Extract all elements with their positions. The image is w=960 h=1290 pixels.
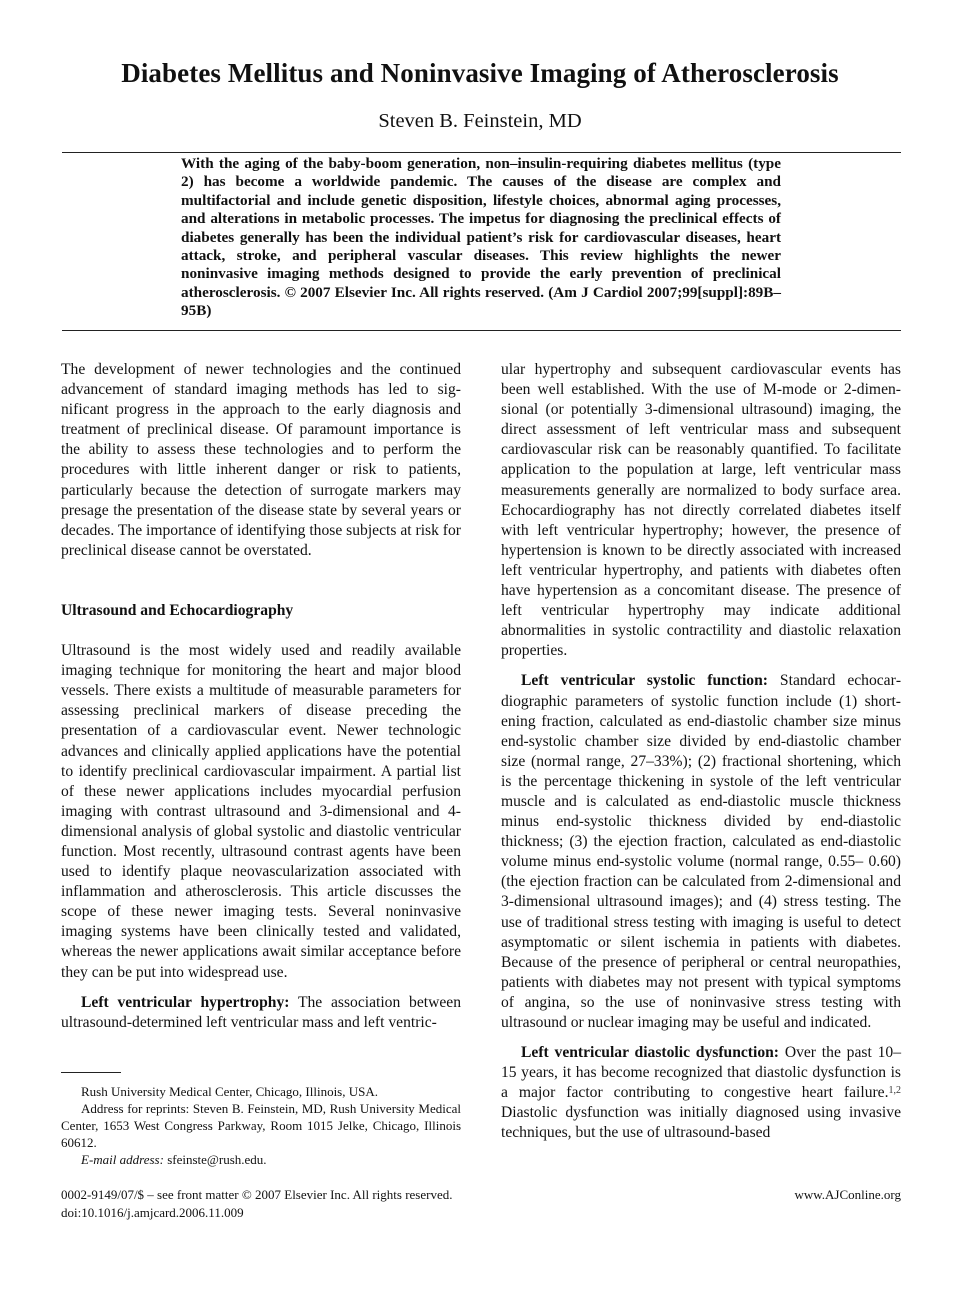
email-footnote [61,1151,461,1168]
citation-1-2[interactable]: 1,2 [888,1085,901,1097]
lvh-heading: Left ventricular hypertrophy: [81,993,290,1011]
email-label: E-mail address: [81,1152,164,1167]
systolic-text: Standard echocardiographic parameters of systolic function include (1) shortening fraction, calculated as end-diastolic chamber size minus end-systolic chamber size divided by end-diastolic chamber size (normal range, 27–33%); (2) fractional shortening, which is the percentage thickening in systole of the left ventricular muscle and is calculated as end-diastolic muscle thickness minus end-systolic thickness divided by end-diastolic thickness; (3) the ejection fraction, calculated as end-diastolic volume minus end-systolic volume (normal range, 0.55– 0.60) (the ejection fraction can be calculated from 2-dimensional and 3-dimensional ultrasound images); and (4) stress testing. The use of traditional stress testing with imaging is useful to detect asymptomatic or silent ischemia in patients with diabetes. Because of the presence of peripheral or central neuropathies, patients with diabetes may not present with typical symptoms of angina, so the use of noninvasive stress testing with ultrasound or nuclear imaging may be useful and indicated. [501,672,902,1031]
reprints-footnote: Address for reprints: Steven B. Feinstein, MD, Rush University Medical Center, 1653 West Congress Parkway, Room 1015 Jelke, Chicago, Illinois 60612. [61,1101,461,1150]
diastolic-paragraph [501,1043,901,1143]
ultrasound-paragraph: Ultrasound is the most widely used and readily available imaging technique for monitoring the heart and major blood vessels. There exists a multitude of measurable parameters for assessing preclinical markers of disease preceding the presentation of a cardiovascular event. Newer technologic advances and clinically applied applications have the potential to identify preclinical cardiovascular impairment. A partial list of these newer applications includes myocardial perfusion imaging with contrast ultrasound and 3-dimensional and 4-dimensional analysis of global systolic and diastolic ventricular function. Most recently, ultrasound contrast agents have been used to identify plaque neovascularization associated with inflammation and atherosclerosis. This article discusses the scope of these newer imaging tests. Several noninvasive imaging systems have been clinically tested and validated, whereas the newer applications await similar acceptance before they can be put into widespread use. [61,642,461,981]
author-name: Steven B. Feinstein, MD [378,110,582,132]
diastolic-text-b: Diastolic dysfunction was initially diagnosed using invasive techniques, but the use of ultrasound-based [501,1104,901,1142]
abstract-bottom-rule [62,330,901,331]
top-rule [62,152,901,153]
lvh-paragraph-continued: ular hypertrophy and subsequent cardiovascular events has been well established. With the use of M-mode or 2-dimensional (or potentially 3-dimensional ultrasound) imaging, the direct assessment of left ventricular mass and subsequent cardiovascular risk can be reasonably quantified. To facilitate application to the population at large, left ventricular mass measurements generally are normalized to body surface area. Echocardiography has not directly correlated diabetes itself with left ventricular hypertrophy; however, the presence of hypertension is known to be directly associated with increased left ventricular hypertrophy, and patients with diabetes often have hypertension as a concomitant disease. The presence of left ventricular hypertrophy may indicate additional abnormalities in systolic contractility and diastolic relaxation properties. [501,361,901,660]
footnotes [61,1083,461,1168]
intro-paragraph: The development of newer technologies and the continued advancement of standard imaging methods has led to significant progress in the approach to the early diagnosis and treatment of preclinical disease. Of paramount importance is the ability to assess these technologies and to perform the procedures with little inherent danger or risk to patients, particularly because the detection of surrogate markers may presage the presentation of the disease state by several years or decades. The importance of identifying those subjects at risk for preclinical disease cannot be overstated. [61,361,461,559]
systolic-heading: Left ventricular systolic function: [521,672,768,690]
diastolic-heading: Left ventricular diastolic dysfunction: [521,1044,779,1062]
left-column [61,360,461,1033]
article-title: Diabetes Mellitus and Noninvasive Imaging of Atherosclerosis [121,58,839,88]
issn-line: 0002-9149/07/$ – see front matter © 2007 Elsevier Inc. All rights reserved. [61,1187,453,1202]
email-address[interactable]: sfeinste@rush.edu. [163,1152,267,1167]
lvh-paragraph-start [61,993,461,1033]
section-heading: Ultrasound and Echocardiography [61,601,294,619]
journal-website[interactable]: www.AJConline.org [794,1187,901,1202]
abstract: With the aging of the baby-boom generation, non–insulin-requiring diabetes mellitus (type 2) has become a worldwide pandemic. The causes of the disease are complex and multifactorial and include genetic disposition, lifestyle choices, abnormal aging processes, and alterations in metabolic processes. The impetus for diagnosing the preclinical effects of diabetes generally has been the individual patient’s risk for cardiovascular diseases, heart attack, stroke, and peripheral vascular diseases. This review highlights the newer noninvasive imaging methods designed to provide the early prevention of preclinical atherosclerosis. © 2007 Elsevier Inc. All rights reserved. (Am J Cardiol 2007;99[suppl]:89B–95B) [181,155,781,320]
right-column [501,360,901,1144]
footnote-rule [61,1072,121,1073]
systolic-paragraph [501,671,901,1033]
lvh-text: The association between ultrasound-determined left ventricular mass and left ventric- [61,993,461,1031]
affiliation-footnote: Rush University Medical Center, Chicago, Illinois, USA. [81,1084,379,1099]
doi-line[interactable]: doi:10.1016/j.amjcard.2006.11.009 [61,1205,244,1220]
diastolic-text-a: Over the past 10–15 years, it has become recognized that diastolic dysfunction is a major factor contributing to congestive heart failure. [501,1044,902,1102]
footer-left [61,1186,452,1222]
